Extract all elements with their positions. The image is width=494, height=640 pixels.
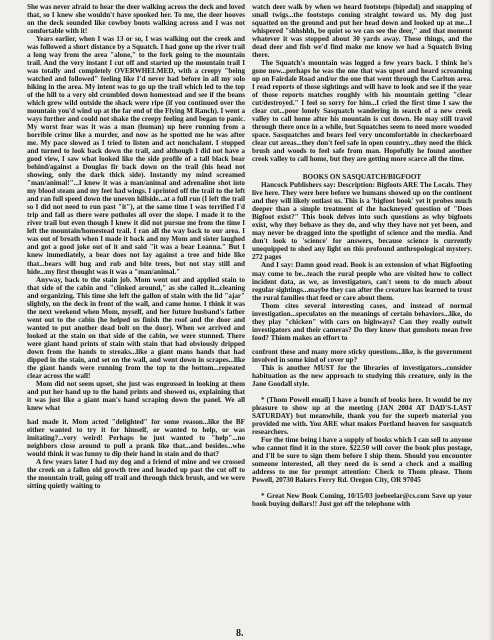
paragraph: Anyway, back to the stain job. Mom went out and applied stain to that side of the cabin and "clinked around," as she called it...cleaning and organizing. This time she left the gallon of stain with the lid "ajar" slightly, on the deck in front of the wall, and came home. I think it was the next weekend when Mom, myself, and her future husband's father went out to the cabin (he helped us finish the roof and the door and wanted to put another dead bolt on the door). When we arrived and looked at the stain on that side of the cabin, we were stunned. There were giant hand prints of stain with stain that had obviously dripped down from the hands to streaks...like a giant mans hands that had dipped in the stain, and set on the wall, and went down in scrapes...like the giant hands were running from the top to the bottom...repeated clear across the wall!: [27, 275, 245, 380]
left-column: [27, 3, 245, 490]
right-column: [252, 3, 472, 508]
paragraph: This is another MUST for the libraries of investigators...consider habituation as the new approach to studying this creature, only in the Jane Goodall style.: [252, 363, 472, 388]
paragraph: confront these and many more sticky questions...like, is the government involved in some kind of cover up?: [252, 347, 472, 364]
paragraph: watch deer walk by when we heard footsteps (bipedal) and snapping of small twigs...the footsteps coming straight toward us. My dog just squatted on the ground and put her head down and looked up at me...I whispered "shhshhh, be quiet so we can see the deer," and that moment whatever it was stopped about 30 yards away. These things, and the dead deer and fish we'd find make me know we had a Squatch living there.: [252, 3, 472, 60]
paragraph: And I say: Damn good read. Book is an extension of what Bigfooting may come to be...teach the rural people who are visited how to collect incident data, as we, as investigators, can't seem to do much about regular sightings...maybe they can after the creature has learned to trust the rural families that feed or care about them.: [252, 261, 472, 302]
paragraph: A few years later I had my dog and a friend of mine and we crossed the creek on a fallen old growth tree and headed up past the cut off to the mountain trail, going off trail and through thick brush, and we were sitting quietly waiting to: [27, 457, 245, 490]
page-number: 8.: [236, 628, 244, 639]
section-heading: BOOKS ON SASQUATCH/BIGFOOT: [302, 173, 422, 182]
paragraph: Thom cites several interesting cases, and instead of normal investigation...speculates on the meanings of certain behaviors...like, do they play "chicken" with cars on highways? Can they really outwit investigators and their cameras? Do they know that gunshots mean free food? Thiom makes an effort to: [252, 301, 472, 342]
paragraph: The Squatch's mountain was logged a few years back. I think he's gone now...perhaps he was the one that was upset and heard screaming up on Fairdale Road and/or the one that went through the Carlton area. I read reports of those sightings and will have to look and see if the year of those reports matches roughly with his mountain getting "clear cut/destroyed." I feel so sorry for him...I cried the first time I saw the clear cut...poor lonely Sasquatch wandering in search of a new creek valley to call home after his mountain is cut down. He may still travel through there once in a while, but Squatches seem to need more wooded space. Sasquatches and bears feel very uncomfortable in checkerboard clear cut areas...they don't feel safe in open country...they need the thick brush and woods to feel safe from man. Hopefully he found another creek valley to call home, but they are getting more scarce all the time.: [252, 59, 472, 164]
paragraph: Hancock Publishers say: Description: Bigfoots ARE The Locals. They live here. They were here before we humans showed up on the continent and they will likely outlast us. This is a 'bigfoot book' yet it probes much deeper than a simple treatment of the hackneyed question of "Does Bigfoot exist?" This book delves into such questions as why bigfoots exist, why they behave as they do, and why they have not yet been, and may never be dragged into the spotlight of science and the media. And don't look to 'science' for answers, because science is currently unequipped to shed any light on this profound anthropological mystery. 272 pages: [252, 181, 472, 262]
paragraph: Mom did not seem upset, she just was engrossed in looking at them and put her hand up to the hand prints and showed us, explaining that it was just like a giant man's hand scraping down the panel. We all knew what: [27, 379, 245, 412]
paragraph: She was never afraid to hear the deer walking across the deck and loved that, so I knew she wouldn't have spooked her. To me, the deer hooves on the deck sounded like cowboy boots walking across and I was not comfortable with it!: [27, 3, 245, 36]
paragraph: * Great New Book Coming, 10/15/03 joebeelar@cs.com Save up your book buying dollars!! Just got off the telephone with: [252, 491, 472, 508]
paragraph: Years earlier, when I was 13 or so, I was walking out the creek and was followed a short distance by a Squatch. I had gone up the river trail a long way from the area "alone," to the fork going to the mountain trail. And the very instant I cut off and started up the mountain trail I was totally and completely OVERWHELMED, with a creepy "being watched and followed" feeling like I'd never had before in all my solo hiking in the area. My intent was to go up the trail which led to the top of the hill to a very old crumbled down homestead and see if the beans which grew wild outside the shack were ripe (if you continued over the mountain you'd wind up at the far end of the Flying M Ranch). I went a ways further and could not shake the creepy feeling and began to panic. My worst fear was it was a man (human) up here running from a horrible crime like a murder, and now as he spotted me he was after me. My pace slowed as I tried to listen and act nonchalant. I stopped and turned to look back down the trail, and although I did not have a good view, I saw what looked like the side profile of a tall black bear behind/against a Douglas fir back down on the trail (his head not showing, only the dark thick side). Instantly my mind screamed "man/animal!"...I knew it was a man/animal and adrenaline shot into my blood steam and my feet had wings. I sprinted off the trail to the left and ran full speed down the uneven hillside...at a full run (I left the trail so I did not need to run past "it"), at the same time I was terrified I'd trip and fall as there were potholes all over the slope. I made it to the river trail but even though I knew it did not pursue me from the time I left the mountain/homestead trail. I ran all the way back to our area. I was out of breath when I made it back and my Mom and sister laughed and got a good joke out of it and said "it was a bear Leanna." But I knew immediately, a bear does not lay against a tree and hide like that...bears will hug and rub and bite trees, but not stay still and hide...my first thought was it was a "man/animal.": [27, 35, 245, 276]
scan-edge-shadow: [488, 0, 494, 640]
paragraph: For the time being i have a supply of books which I can sell to anyone who cannot find it in the store. $22.50 will cover the book plus postage, and I'll be sure to sign them before I ship them. Should you encounter someone interested, all they need do is send a check and a mailing address to me for prompt attention: Check to Thom please. Thom Powell, 20730 Bakers Ferry Rd. Oregon City, OR 97045: [252, 435, 472, 484]
paragraph: had made it. Mom acted "delighted" for some reason...like the BF either wanted to try it for himself, or wanted to help, or was imitating?...very weird! Perhaps he just wanted to "help"...no neighbors close around to pull a prank like that...and besides...who would think it was funny to dip their hand in stain and do that?: [27, 417, 245, 458]
paragraph: * (Thom Powell email) I have a bunch of books here. It would be my pleasure to show up at the meeting (JAN 2004 AT DAD'S-LAST SATURDAY) but meanwhile, thank you for the superb material you provided me with. You ARE what makes Portland heaven for sasquatch researchers.: [252, 395, 472, 436]
